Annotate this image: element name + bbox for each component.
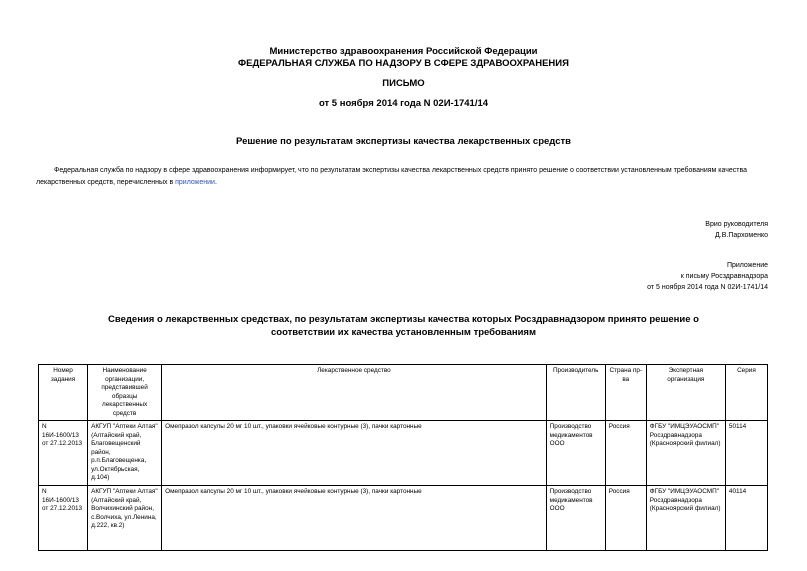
body-text: Федеральная служба по надзору в сфере здравоохранения информирует, что по результатам экспертизы качества лекарственных средств принято решение о соответствии установленным требованиям качества лекарственных средств, перечисленных в	[36, 167, 748, 186]
doc-type-heading: ПИСЬМО	[382, 78, 425, 89]
ministry-heading: Министерство здравоохранения Российской Федерации	[269, 46, 538, 57]
service-heading: ФЕДЕРАЛЬНАЯ СЛУЖБА ПО НАДЗОРУ В СФЕРЕ ЗДРАВООХРАНЕНИЯ	[238, 58, 569, 69]
col-header-series: Серия	[725, 365, 767, 421]
cell-medicine: Омепразол капсулы 20 мг 10 шт., упаковки ячейковые контурные (3), пачки картонные	[162, 486, 547, 551]
cell-country: Россия	[605, 421, 646, 486]
cell-expert-org: ФГБУ "ИМЦЭУАОСМП" Росздравнадзора (Красноярский филиал)	[646, 486, 725, 551]
cell-country: Россия	[605, 486, 646, 551]
col-header-medicine: Лекарственное средство	[162, 365, 547, 421]
col-header-organization: Наименование организации, представившей образцы лекарственных средств	[88, 365, 162, 421]
signature-block	[705, 219, 768, 241]
col-header-task: Номер задания	[39, 365, 88, 421]
appendix-link[interactable]: приложении	[175, 179, 215, 186]
subject-heading: Решение по результатам экспертизы качества лекарственных средств	[236, 136, 571, 147]
body-text-end: .	[214, 179, 217, 186]
cell-expert-org: ФГБУ "ИМЦЭУАОСМП" Росздравнадзора (Красноярский филиал)	[646, 421, 725, 486]
table-row	[39, 421, 768, 486]
medicines-table	[38, 364, 768, 551]
appendix-title: Сведения о лекарственных средствах, по результатам экспертизы качества которых Росздравнадзором принято решение о соответствии их качества установленным требованиям	[108, 314, 699, 338]
appendix-line-2: от 5 ноября 2014 года N 02И-1741/14	[647, 284, 768, 291]
cell-series: 50114	[725, 421, 767, 486]
table-header-row	[39, 365, 768, 421]
table-row	[39, 486, 768, 551]
signature-position: Врио руководителя	[705, 221, 768, 228]
appendix-label: Приложение	[726, 262, 768, 269]
cell-organization: АКГУП "Аптеки Алтая" (Алтайский край, Благовещенский район, р.п.Благовещенка, ул.Октябрьская, д.104)	[88, 421, 162, 486]
col-header-expert-org: Экспертная организация	[646, 365, 725, 421]
col-header-country: Страна пр-ва	[605, 365, 646, 421]
body-paragraph	[36, 165, 768, 189]
cell-organization: АКГУП "Аптеки Алтая" (Алтайский край, Волчихинский район, с.Волчиха, ул.Ленина, д.222, кв.2)	[88, 486, 162, 551]
appendix-reference	[647, 260, 768, 293]
cell-task: N 16И-1600/13 от 27.12.2013	[39, 486, 88, 551]
cell-manufacturer: Производство медикаментов ООО	[546, 421, 605, 486]
appendix-line-1: к письму Росздравнадзора	[680, 273, 768, 280]
signature-name: Д.В.Пархоменко	[715, 232, 768, 239]
col-header-manufacturer: Производитель	[546, 365, 605, 421]
cell-series: 40114	[725, 486, 767, 551]
doc-date-heading: от 5 ноября 2014 года N 02И-1741/14	[318, 98, 489, 109]
cell-manufacturer: Производство медикаментов ООО	[546, 486, 605, 551]
cell-medicine: Омепразол капсулы 20 мг 10 шт., упаковки ячейковые контурные (3), пачки картонные	[162, 421, 547, 486]
cell-task: N 16И-1600/13 от 27.12.2013	[39, 421, 88, 486]
